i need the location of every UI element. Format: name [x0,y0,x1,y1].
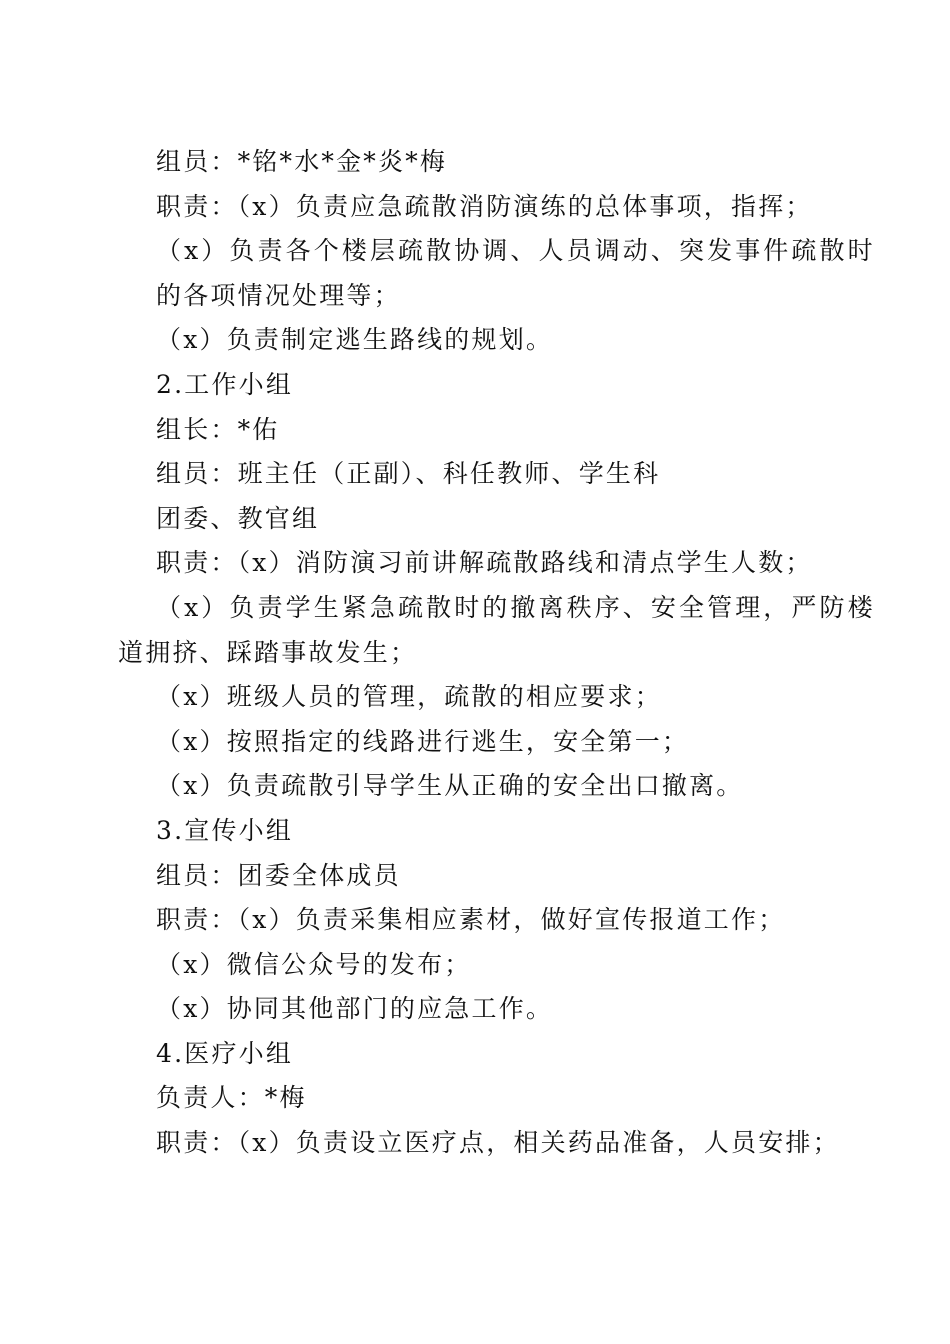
paragraph-line: 组员：班主任（正副）、科任教师、学生科 [156,459,661,489]
paragraph-line: 组员：团委全体成员 [156,860,401,890]
paragraph-line: 职责：（x）负责设立医疗点，相关药品准备，人员安排； [156,1128,840,1158]
paragraph-line: （x）负责各个楼层疏散协调、人员调动、突发事件疏散时 [156,236,876,266]
paragraph-line: 职责：（x）消防演习前讲解疏散路线和清点学生人数； [156,548,813,578]
paragraph-line: （x）负责疏散引导学生从正确的安全出口撤离。 [156,771,744,801]
document-body [118,140,876,1166]
section-heading: 3.宣传小组 [156,815,294,845]
section-heading: 4.医疗小组 [156,1038,294,1068]
paragraph-line: 组长：*佑 [156,414,280,444]
paragraph-line: 团委、教官组 [156,503,320,533]
paragraph-line: （x）微信公众号的发布； [156,949,472,979]
paragraph-line: 组员：*铭*水*金*炎*梅 [156,147,448,176]
paragraph-line: 道拥挤、踩踏事故发生； [118,637,418,667]
paragraph-line: （x）班级人员的管理，疏散的相应要求； [156,682,662,712]
paragraph-line: 职责：（x）负责应急疏散消防演练的总体事项，指挥； [156,191,813,221]
paragraph-line: （x）协同其他部门的应急工作。 [156,994,554,1024]
paragraph-line: （x）按照指定的线路进行逃生，安全第一； [156,726,690,756]
paragraph-line: 负责人：*梅 [156,1083,307,1113]
section-heading: 2.工作小组 [156,369,294,399]
paragraph-line: （x）负责制定逃生路线的规划。 [156,325,554,355]
paragraph-line: 职责：（x）负责采集相应素材，做好宣传报道工作； [156,905,786,935]
paragraph-line: 的各项情况处理等； [156,280,401,310]
paragraph-line: （x）负责学生紧急疏散时的撤离秩序、安全管理，严防楼 [156,592,876,622]
